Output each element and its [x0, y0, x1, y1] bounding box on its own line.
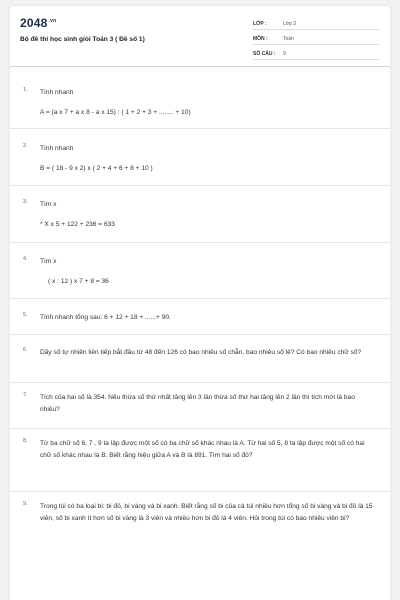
exam-sheet [10, 6, 390, 600]
meta-value: Toán [283, 36, 294, 42]
question-expression: B = ( 18 - 9 x 2) x ( 2 + 4 + 6 + 8 + 10 ) [40, 165, 153, 172]
question-text: Từ ba chữ số 6, 7 , 9 ta lập được một số có ba chữ số khác nhau là A. Từ hai số 5, 8 ta lập được một số có hai chữ số khác nhau là B. Biết rằng hiệu giữa A và B là 891. Tìm hai số đó? [40, 440, 365, 460]
question-text: Dãy số tự nhiên liên tiếp bắt đầu từ 48 đến 126 có bao nhiêu số chẵn, bao nhiêu số lẻ? Có bao nhiêu chữ số? [40, 349, 362, 356]
question-divider [10, 242, 390, 243]
question-number: 2. [23, 143, 28, 149]
question-number: 1. [23, 87, 28, 93]
question-divider [10, 128, 390, 129]
question-number: 7. [23, 392, 28, 398]
question-text: Tính nhanh [40, 145, 74, 152]
meta-subject-row [253, 33, 379, 45]
logo-text: 2048 [20, 16, 48, 30]
question-divider [10, 428, 390, 429]
question-expression: A = (a x 7 + a x 8 - a x 15) : ( 1 + 2 + 3 + ........ + 10) [40, 109, 191, 116]
logo-suffix: .vn [48, 18, 57, 24]
question-text: Tính nhanh tổng sau: 6 + 12 + 18 + ......+ 90. [40, 314, 171, 321]
question-text: Tìm x [40, 258, 57, 265]
page-title: Bộ đề thi học sinh giỏi Toán 3 ( Đề số 1) [20, 36, 145, 43]
header [10, 6, 390, 66]
question-expression: ( x : 12 ) x 7 + 8 = 36 [48, 278, 109, 285]
question-divider [10, 334, 390, 335]
question-number: 3. [23, 199, 28, 205]
question-text: Tìm x [40, 201, 57, 208]
meta-count-row [253, 48, 379, 60]
question-number: 8. [23, 438, 28, 444]
meta-value: Lớp 3 [283, 21, 297, 27]
question-divider [10, 298, 390, 299]
question-divider [10, 185, 390, 186]
meta-class-row [253, 18, 379, 30]
question-number: 5. [23, 312, 28, 318]
question-text: Tích của hai số là 354. Nếu thừa số thứ nhất tăng lên 3 lần thừa số thứ hai tăng lên 2 lần thì tích mới là bao nhiêu? [40, 394, 355, 414]
question-expression: * X x 5 + 122 + 236 = 633 [40, 221, 115, 228]
question-text: Trong túi có ba loại bi: bi đỏ, bi vàng và bi xanh. Biết rằng số bi của cả túi nhiều hơn tổng số bi vàng và bi đỏ là 15 viên, số bi xanh ít hơn số bi vàng là 3 viên và nhiều hơn bi đỏ là 4 viên. Hỏi trong túi có bao nhiêu viên bi? [40, 503, 373, 523]
header-divider [10, 66, 390, 67]
question-number: 6. [23, 347, 28, 353]
question-number: 4. [23, 256, 28, 262]
question-divider [10, 491, 390, 492]
meta-label: SỐ CÂU : [253, 51, 276, 57]
site-logo[interactable] [20, 16, 56, 30]
meta-label: LỚP : [253, 21, 267, 27]
question-text: Tính nhanh [40, 89, 74, 96]
meta-label: MÔN : [253, 36, 268, 42]
question-number: 9. [23, 501, 28, 507]
question-divider [10, 382, 390, 383]
meta-value: 9 [283, 51, 286, 57]
